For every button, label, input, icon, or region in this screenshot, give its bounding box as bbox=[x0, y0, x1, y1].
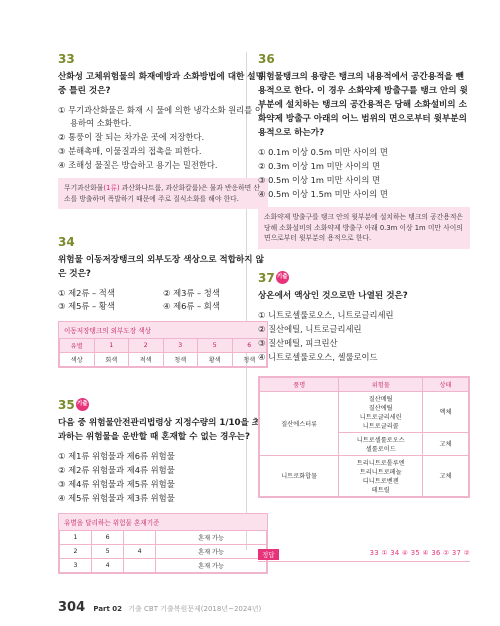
item: 트리니트로톨루엔 bbox=[356, 459, 405, 467]
table-cell: 혼재 가능 bbox=[156, 545, 267, 559]
option-1[interactable]: ① 0.1m 이상 0.5m 미만 사이의 면 bbox=[258, 147, 388, 157]
option-2[interactable]: ② 통풍이 잘 되는 차가운 곳에 저장한다. bbox=[58, 132, 205, 142]
item: 셀룰로이드 bbox=[365, 445, 396, 453]
item: 니트로셀룰로오스 bbox=[356, 436, 405, 444]
option-4[interactable]: ④ 조해성 물질은 방습하고 용기는 밀전한다. bbox=[58, 160, 218, 170]
table-cell: 5 bbox=[92, 545, 124, 559]
header-cell: 유별 bbox=[60, 339, 95, 353]
table-row bbox=[60, 545, 267, 559]
table-cell bbox=[124, 531, 156, 545]
table-cell: 청색 bbox=[163, 353, 198, 367]
table-header-row bbox=[260, 377, 469, 391]
option-2[interactable]: ② 제3류 – 청색 bbox=[163, 288, 220, 298]
table-title: 유별을 달리하는 위험물 혼재기준 bbox=[59, 514, 267, 530]
mixing-table bbox=[59, 530, 267, 573]
question-number: 33 bbox=[58, 52, 75, 66]
table-cell: 색상 bbox=[60, 353, 95, 367]
question-text: 산화성 고체위험물의 화재예방과 소화방법에 대한 설명 중 틀린 것은? bbox=[58, 72, 264, 96]
option-3[interactable]: ③ 0.5m 이상 1m 미만 사이의 면 bbox=[258, 175, 381, 185]
item: 디니트로벤젠 bbox=[362, 477, 399, 485]
items-cell bbox=[339, 391, 423, 432]
question-33 bbox=[58, 52, 268, 209]
table-cell: 4 bbox=[92, 559, 124, 573]
table-cell: 6 bbox=[92, 531, 124, 545]
question-36 bbox=[258, 52, 470, 249]
options-list bbox=[258, 309, 470, 364]
option-4[interactable]: ④ 제6류 – 회색 bbox=[163, 301, 220, 311]
header-cell: 6 bbox=[232, 339, 267, 353]
option-4[interactable]: ④ 니트로셀룰로오스, 셀룰로이드 bbox=[258, 351, 378, 362]
state-cell: 액체 bbox=[423, 391, 469, 432]
options-list bbox=[58, 104, 268, 172]
header-cell: 2 bbox=[129, 339, 164, 353]
page-footer bbox=[58, 600, 261, 615]
option-4[interactable]: ④ 0.5m 이상 1.5m 미만 사이의 면 bbox=[258, 189, 388, 199]
note-highlight: (1류) bbox=[103, 184, 120, 192]
header-cell: 품명 bbox=[260, 377, 339, 391]
table-title: 이동저장탱크의 외부도장 색상 bbox=[59, 322, 267, 338]
options-list bbox=[58, 450, 268, 505]
question-text: 위험물탱크의 용량은 탱크의 내용적에서 공간용적을 뺀 용적으로 한다. 이 경우 소화약제 방출구를 탱크 안의 윗부분에 설치하는 탱크의 공간용적은 당해 소화설비의 소화약제 방출구 아래의 어느 범위의 면으로부터 윗부분의 용적으로 하는가? bbox=[258, 72, 468, 138]
color-table-box bbox=[58, 321, 268, 368]
table-cell: 청색 bbox=[232, 353, 267, 367]
explanation-box bbox=[58, 178, 268, 209]
option-3[interactable]: ③ 제5류 – 황색 bbox=[58, 301, 115, 311]
options-grid bbox=[58, 287, 268, 313]
note-post: 과산화나트륨, 과산화칼륨)은 물과 반응하면 산소를 방출하며 폭발하기 때문에 주로 질식소화를 해야 한다. bbox=[64, 184, 260, 203]
question-number: 36 bbox=[258, 52, 275, 66]
option-1[interactable]: ① 니트로셀룰로오스, 니트로글리세린 bbox=[258, 309, 394, 320]
header-cell: 3 bbox=[163, 339, 198, 353]
mixing-table-box bbox=[58, 513, 268, 574]
state-table-box bbox=[258, 376, 470, 498]
question-text: 상온에서 액상인 것으로만 나열된 것은? bbox=[258, 290, 408, 301]
table-cell: 2 bbox=[60, 545, 92, 559]
question-number-text: 37 bbox=[258, 270, 275, 285]
question-35 bbox=[58, 398, 268, 574]
answer-list: 33 ① 34 ④ 35 ④ 36 ② 37 ② bbox=[369, 549, 470, 557]
frequent-badge: 기출 bbox=[276, 271, 289, 284]
table-row bbox=[260, 391, 469, 432]
state-cell: 고체 bbox=[423, 455, 469, 496]
table-cell: 3 bbox=[60, 559, 92, 573]
table-row bbox=[60, 531, 267, 545]
question-number bbox=[58, 398, 268, 412]
state-cell: 고체 bbox=[423, 432, 469, 455]
note-pre: 무기과산화물 bbox=[64, 184, 104, 192]
color-table bbox=[59, 338, 267, 367]
left-column bbox=[58, 52, 268, 574]
footer-description: 기출 CBT 기출복원문제(2018년~2024년) bbox=[128, 605, 262, 613]
table-header-row bbox=[60, 339, 267, 353]
item: 트리니트로페놀 bbox=[359, 468, 402, 476]
table-cell bbox=[124, 559, 156, 573]
option-1[interactable]: ① 제1류 위험물과 제6류 위험물 bbox=[58, 451, 175, 461]
options-list bbox=[258, 146, 470, 201]
table-cell: 혼재 가능 bbox=[156, 559, 267, 573]
right-column bbox=[258, 52, 470, 498]
option-3[interactable]: ③ 질산메틸, 피크린산 bbox=[258, 337, 338, 348]
header-cell: 5 bbox=[198, 339, 233, 353]
state-table bbox=[259, 377, 469, 497]
option-3[interactable]: ③ 제4류 위험물과 제5류 위험물 bbox=[58, 479, 175, 489]
answer-label: 정답 bbox=[258, 549, 279, 560]
answer-bar bbox=[258, 549, 470, 562]
table-cell: 회색 bbox=[94, 353, 129, 367]
question-number bbox=[258, 271, 470, 285]
header-cell: 위험물 bbox=[339, 377, 423, 391]
table-row bbox=[260, 455, 469, 496]
question-number: 34 bbox=[58, 235, 75, 249]
category-cell: 질산에스터류 bbox=[260, 391, 339, 455]
item: 질산에틸 bbox=[368, 404, 393, 412]
category-cell: 니트로화합물 bbox=[260, 455, 339, 496]
header-cell: 1 bbox=[94, 339, 129, 353]
table-row bbox=[60, 559, 267, 573]
table-cell: 1 bbox=[60, 531, 92, 545]
table-cell: 4 bbox=[124, 545, 156, 559]
item: 테트릴 bbox=[371, 486, 390, 494]
question-37 bbox=[258, 271, 470, 498]
table-cell: 황색 bbox=[198, 353, 233, 367]
option-3[interactable]: ③ 분해촉매, 이물질과의 접촉을 피한다. bbox=[58, 146, 202, 156]
question-34 bbox=[58, 235, 268, 368]
item: 니트로글리콜 bbox=[362, 422, 399, 430]
items-cell bbox=[339, 455, 423, 496]
header-cell: 상태 bbox=[423, 377, 469, 391]
item: 질산메틸 bbox=[368, 395, 393, 403]
option-2[interactable]: ② 제2류 위험물과 제4류 위험물 bbox=[58, 465, 175, 475]
option-4[interactable]: ④ 제5류 위험물과 제3류 위험물 bbox=[58, 493, 175, 503]
part-label: Part 02 bbox=[93, 605, 123, 613]
option-2[interactable]: ② 0.3m 이상 1m 미만 사이의 면 bbox=[258, 161, 381, 171]
question-text: 위험물 이동저장탱크의 외부도장 색상으로 적합하지 않은 것은? bbox=[58, 255, 264, 279]
table-cell: 적색 bbox=[129, 353, 164, 367]
option-1[interactable]: ① 무기과산화물은 화재 시 물에 의한 냉각소화 원리를 이용하여 소화한다. bbox=[58, 105, 263, 128]
frequent-badge: 기출 bbox=[76, 398, 89, 411]
question-number-text: 35 bbox=[58, 398, 75, 412]
item: 니트로글리세린 bbox=[359, 413, 402, 421]
explanation-box: 소화약제 방출구를 탱크 안의 윗부분에 설치하는 탱크의 공간용적은 당해 소화설비의 소화약제 방출구 아래 0.3m 이상 1m 미만 사이의 면으로부터 윗부분의 용적으로 한다. bbox=[258, 207, 470, 249]
page-number: 304 bbox=[58, 600, 86, 615]
question-text: 다음 중 위험물안전관리법령상 지정수량의 1/10을 초과하는 위험물을 운반할 때 혼재할 수 없는 경우는? bbox=[58, 418, 261, 442]
table-cell: 혼재 가능 bbox=[156, 531, 267, 545]
option-1[interactable]: ① 제2류 – 적색 bbox=[58, 288, 115, 298]
table-row bbox=[60, 353, 267, 367]
items-cell bbox=[339, 432, 423, 455]
option-2[interactable]: ② 질산에틸, 니트로글리세린 bbox=[258, 323, 362, 334]
